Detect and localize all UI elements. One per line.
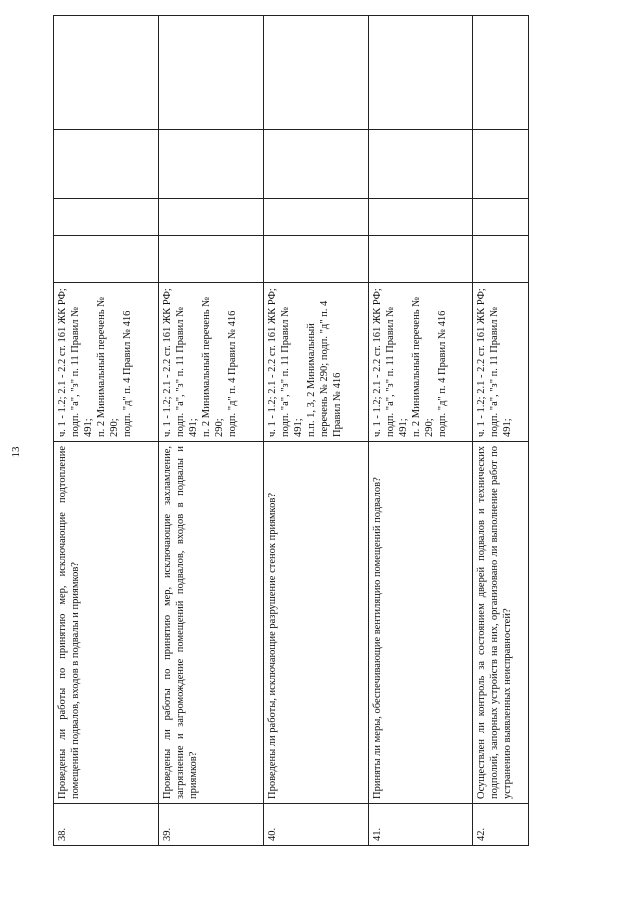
note-cell xyxy=(473,16,529,130)
question-cell: Проведены ли работы по принятию мер, исключающие подтопление помещений подвалов, входов в подвалы и приямков? xyxy=(54,442,159,804)
legal-reference-line: ч. 1 - 1.2; 2.1 - 2.2 ст. 161 ЖК РФ; xyxy=(371,288,383,437)
legal-reference-line: ч. 1 - 1.2; 2.1 - 2.2 ст. 161 ЖК РФ; xyxy=(266,288,278,437)
legal-reference-line: подп. "а", "з" п. 11 Правил № 491; xyxy=(279,306,304,437)
answer-yes-cell xyxy=(158,236,263,283)
answer-yes-cell xyxy=(263,236,368,283)
table-row xyxy=(368,16,473,846)
legal-reference-line: п. 2 Минимальный перечень № 290; xyxy=(200,296,225,437)
row-number-cell: 39. xyxy=(158,804,263,846)
table-row xyxy=(473,16,529,846)
table-row xyxy=(54,16,159,846)
answer-no-cell xyxy=(473,199,529,236)
note-cell xyxy=(263,16,368,130)
answer-no-cell xyxy=(158,199,263,236)
answer-yes-cell xyxy=(473,236,529,283)
answer-na-cell xyxy=(54,130,159,199)
legal-reference-line: подп. "а", "з" п. 11 Правил № 491; xyxy=(384,306,409,437)
answer-na-cell xyxy=(473,130,529,199)
answer-no-cell xyxy=(368,199,473,236)
legal-reference-line: подп. "д" п. 4 Правил № 416 xyxy=(226,310,238,437)
answer-no-cell xyxy=(54,199,159,236)
row-number-cell: 42. xyxy=(473,804,529,846)
note-cell xyxy=(158,16,263,130)
answer-no-cell xyxy=(263,199,368,236)
row-number-cell: 40. xyxy=(263,804,368,846)
checklist-table-body xyxy=(54,16,529,846)
legal-reference-line: подп. "д" п. 4 Правил № 416 xyxy=(122,310,133,437)
table-row xyxy=(263,16,368,846)
page-number: 13 xyxy=(10,446,22,458)
row-number-cell: 41. xyxy=(368,804,473,846)
question-cell: Проведены ли работы, исключающие разрушение стенок приямков? xyxy=(263,442,368,804)
legal-reference-line: п. 2 Минимальный перечень № 290; xyxy=(96,296,120,437)
table-row xyxy=(158,16,263,846)
legal-reference-cell xyxy=(473,283,529,442)
legal-reference-line: подп. "а", "з" п. 11 Правил № 491; xyxy=(174,306,199,437)
legal-reference-line: ч. 1 - 1.2; 2.1 - 2.2 ст. 161 ЖК РФ; xyxy=(57,288,68,437)
answer-na-cell xyxy=(368,130,473,199)
question-cell: Приняты ли меры, обеспечивающие вентиляцию помещений подвалов? xyxy=(368,442,473,804)
legal-reference-line: подп. "а", "з" п. 11 Правил № 491; xyxy=(70,306,94,437)
legal-reference-cell xyxy=(368,283,473,442)
note-cell xyxy=(368,16,473,130)
question-cell: Осуществлен ли контроль за состоянием дверей подвалов и технических подполий, запорных устройств на них, организовано ли выполнение работ по устранению выявленных неисправностей? xyxy=(473,442,529,804)
legal-reference-cell xyxy=(263,283,368,442)
row-number-cell: 38. xyxy=(54,804,159,846)
checklist-table xyxy=(53,15,529,846)
checklist-table-rotated xyxy=(53,79,529,846)
legal-reference-line: п. 2 Минимальный перечень № 290; xyxy=(410,296,435,437)
note-cell xyxy=(54,16,159,130)
answer-na-cell xyxy=(263,130,368,199)
answer-yes-cell xyxy=(54,236,159,283)
question-cell: Проведены ли работы по принятию мер, исключающие захламление, загрязнение и загромождение помещений подвалов, входов в подвалы и приямков? xyxy=(158,442,263,804)
legal-reference-cell xyxy=(158,283,263,442)
answer-yes-cell xyxy=(368,236,473,283)
legal-reference-line: ч. 1 - 1.2; 2.1 - 2.2 ст. 161 ЖК РФ; xyxy=(161,288,173,437)
legal-reference-cell xyxy=(54,283,159,442)
legal-reference-line: п.п. 1, 3, 2 Минимальный перечень № 290; подп. "д" п. 4 Правил № 416 xyxy=(305,300,343,437)
legal-reference-line: ч. 1 - 1.2; 2.1 - 2.2 ст. 161 ЖК РФ; xyxy=(476,288,488,437)
legal-reference-line: подп. "а", "з" п. 11 Правил № 491; xyxy=(489,306,514,437)
answer-na-cell xyxy=(158,130,263,199)
legal-reference-line: подп. "д" п. 4 Правил № 416 xyxy=(436,310,448,437)
